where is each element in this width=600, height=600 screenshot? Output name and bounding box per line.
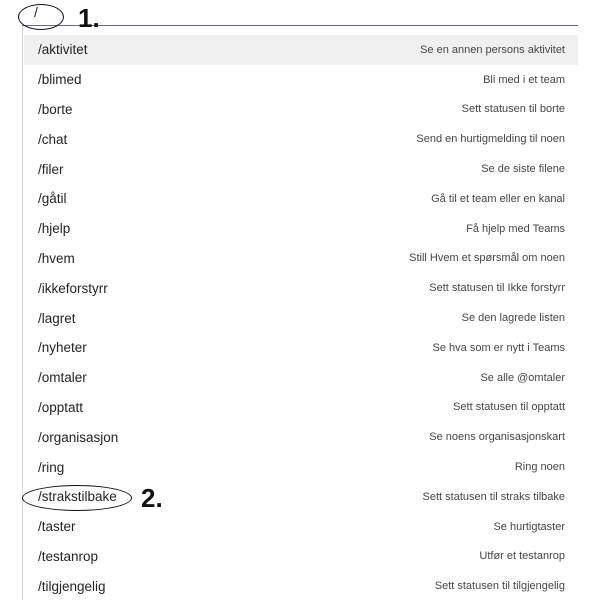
command-description: Gå til et team eller en kanal <box>431 192 565 205</box>
command-description: Se hurtigtaster <box>493 520 565 533</box>
command-name: /blimed <box>38 72 82 88</box>
command-item-hvem[interactable] <box>24 244 578 274</box>
annotation-step-1: 1. <box>78 3 100 33</box>
command-input[interactable] <box>34 1 234 23</box>
command-item-opptatt[interactable] <box>24 393 578 423</box>
command-list <box>24 35 578 600</box>
command-item-omtaler[interactable] <box>24 363 578 393</box>
command-name: /tilgjengelig <box>38 578 106 594</box>
command-description: Se noens organisasjonskart <box>429 431 565 444</box>
command-item-hjelp[interactable] <box>24 214 578 244</box>
command-description: Send en hurtigmelding til noen <box>416 133 565 146</box>
command-description: Sett statusen til Ikke forstyrr <box>429 282 565 295</box>
command-name: /testanrop <box>38 548 99 564</box>
command-name: /taster <box>38 519 76 535</box>
command-description: Sett statusen til borte <box>461 103 565 116</box>
command-description: Se de siste filene <box>481 163 565 176</box>
command-item-ikkeforstyrr[interactable] <box>24 273 578 303</box>
command-item-taster[interactable] <box>24 512 578 542</box>
command-item-filer[interactable] <box>24 154 578 184</box>
command-name: /opptatt <box>38 399 84 415</box>
command-item-testanrop[interactable] <box>24 542 578 572</box>
command-name: /strakstilbake <box>38 489 117 505</box>
command-description: Ring noen <box>514 461 565 474</box>
command-item-organisasjon[interactable] <box>24 422 578 452</box>
command-item-ring[interactable] <box>24 452 578 482</box>
command-item-gatil[interactable] <box>24 184 578 214</box>
command-name: /aktivitet <box>38 42 88 58</box>
command-item-borte[interactable] <box>24 95 578 125</box>
command-name: /omtaler <box>38 370 87 386</box>
command-description: Still Hvem et spørsmål om noen <box>409 252 565 265</box>
command-item-blimed[interactable] <box>24 65 578 95</box>
command-name: /organisasjon <box>38 429 119 445</box>
annotation-step-2: 2. <box>141 483 163 513</box>
command-bar <box>22 0 578 26</box>
command-item-aktivitet[interactable] <box>24 35 578 65</box>
command-name: /hjelp <box>38 221 71 237</box>
command-name: /filer <box>38 161 64 177</box>
command-description: Sett statusen til opptatt <box>453 401 565 414</box>
command-name: /borte <box>38 101 73 117</box>
command-description: Se den lagrede listen <box>461 312 565 325</box>
command-description: Se en annen persons aktivitet <box>420 43 565 56</box>
command-item-nyheter[interactable] <box>24 333 578 363</box>
command-item-chat[interactable] <box>24 124 578 154</box>
command-name: /ikkeforstyrr <box>38 280 108 296</box>
left-rail <box>22 26 23 600</box>
command-name: /nyheter <box>38 340 87 356</box>
command-description: Sett statusen til straks tilbake <box>422 490 565 503</box>
command-description: Se hva som er nytt i Teams <box>432 341 565 354</box>
command-item-lagret[interactable] <box>24 303 578 333</box>
command-name: /ring <box>38 459 65 475</box>
command-name: /hvem <box>38 250 75 266</box>
command-description: Sett statusen til tilgjengelig <box>434 580 565 593</box>
command-item-strakstilbake[interactable] <box>24 482 578 512</box>
command-name: /chat <box>38 131 68 147</box>
command-description: Utfør et testanrop <box>479 550 565 563</box>
command-name: /lagret <box>38 310 76 326</box>
command-name: /gåtil <box>38 191 67 207</box>
command-description: Få hjelp med Teams <box>466 222 565 235</box>
command-description: Se alle @omtaler <box>480 371 565 384</box>
command-description: Bli med i et team <box>483 73 565 86</box>
command-item-tilgjengelig[interactable] <box>24 571 578 600</box>
